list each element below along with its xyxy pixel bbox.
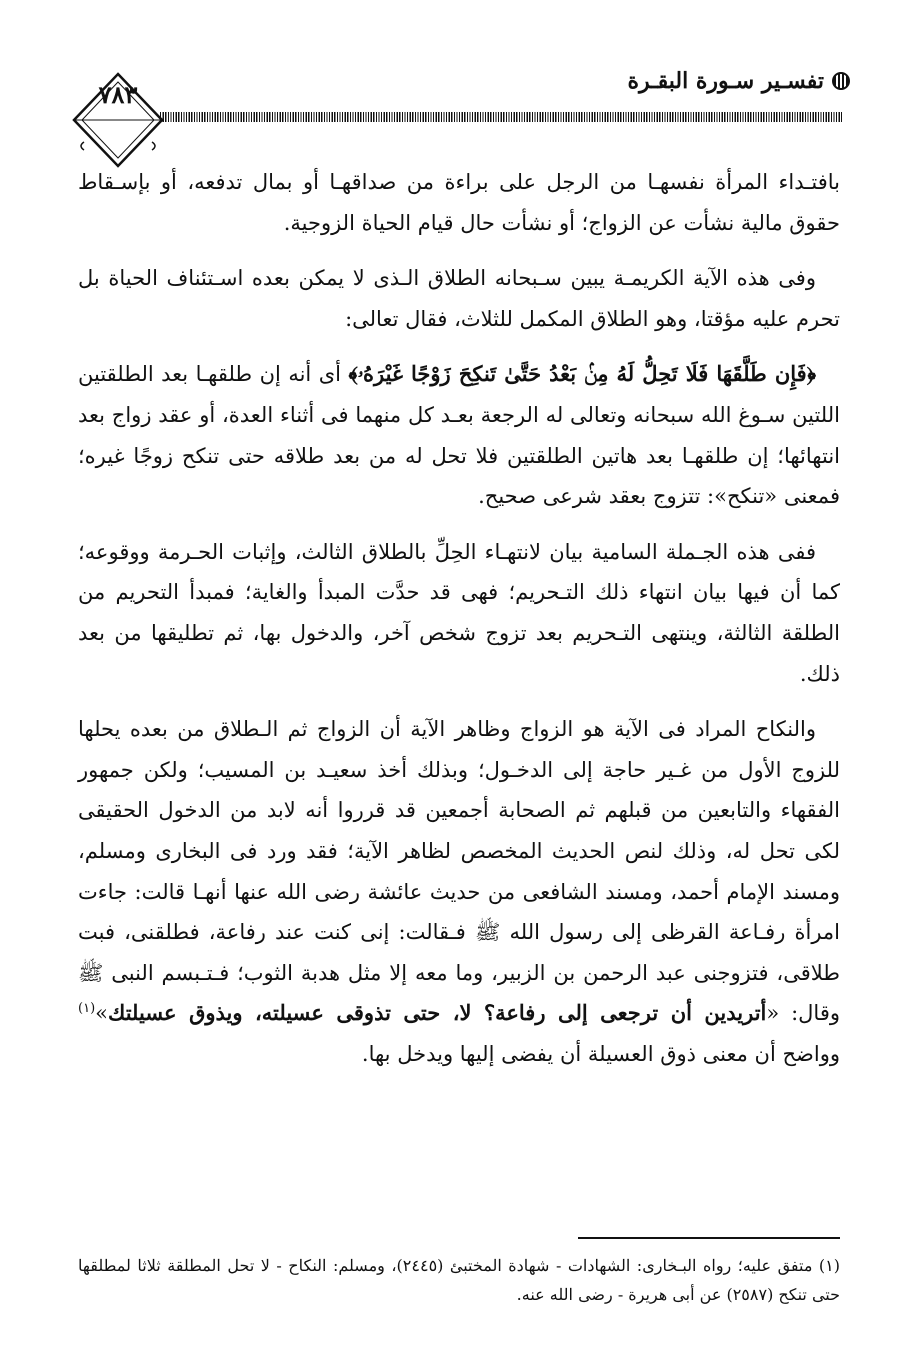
footnotes	[78, 1251, 840, 1309]
quran-verse: ﴿فَإِن طَلَّقَهَا فَلَا تَحِلُّ لَهُ مِنۢ بَعْدُ حَتَّىٰ تَنكِحَ زَوْجًا غَيْرَهُۥ﴾	[348, 361, 817, 387]
hadith-quote: أتريدين أن ترجعى إلى رفاعة؟ لا، حتى تذوقى عسيلته، ويذوق عسيلتك	[108, 1000, 767, 1026]
paragraph-5-text-c: وواضح أن معنى ذوق العسيلة أن يفضى إليها ويدخل بها.	[361, 1041, 840, 1066]
footnote-1: (١) متفق عليه؛ رواه البـخارى: الشهادات - شهادة المختبئ (٢٤٤٥)، ومسلم: النكاح - لا تحل المطلقة ثلاثا لمطلقها حتى تنكح (٢٥٨٧) عن أبى هريرة - رضى الله عنه.	[78, 1256, 841, 1304]
ornament-icon	[832, 72, 850, 90]
footnote-separator	[578, 1237, 840, 1239]
running-title: تفسـير سـورة البقـرة	[627, 68, 824, 94]
paragraph-5-text-a: والنكاح المراد فى الآية هو الزواج وظاهر الآية أن الزواج ثم الـطلاق من بعده يحلها للزوج الأول من غـير حاجة إلى الدخـول؛ وبذلك أخذ سعيـد بن المسيب؛ ولكن جمهور الفقهاء والتابعين من قبلهم ثم الصحابة أجمعين قد قرروا أنه لابد من الدخول الحقيقى لكى تحل له، وذلك لنص الحديث المخصص لظاهر الآية؛ فقد ورد فى البخارى ومسلم، ومسند الإمام أحمد، ومسند الشافعى من حديث عائشة رضى الله عنها أنهـا قالت: جاءت امرأة رفـاعة القرظى إلى رسول الله ﷺ فـقالت: إنى كنت عند رفاعة، فطلقنى، فبت طلاقى، فتزوجنى عبد الرحمن بن الزبير، وما معه إلا مثل هدبة الثوب؛ فـتـبسم النبى ﷺ وقال: «	[78, 717, 840, 1026]
paragraph-5-quote-close: »	[95, 1001, 108, 1026]
page-header	[70, 58, 850, 168]
paragraph-3	[78, 354, 840, 516]
paragraph-1: بافتـداء المرأة نفسهـا من الرجل على براءة من صداقهـا أو بمال تدفعه، أو بإسـقاط حقوق مالية نشأت عن الزواج؛ أو نشأت حال قيام الحياة الزوجية.	[78, 170, 840, 235]
paragraph-2: وفى هذه الآية الكريمـة يبين سـبحانه الطلاق الـذى لا يمكن بعده اسـتئناف الحياة بل تحرم عليه مؤقتا، وهو الطلاق المكمل للثلاث، فقال تعالى:	[78, 266, 840, 331]
main-text	[78, 162, 840, 1089]
footnote-ref: (١)	[78, 1001, 96, 1017]
paragraph-5	[78, 709, 840, 1074]
header-title-group	[627, 68, 850, 94]
header-rule	[160, 112, 842, 122]
page-number: ٧٨٣	[98, 80, 138, 109]
paragraph-4: ففى هذه الجـملة السامية بيان لانتهـاء الحِلِّ بالطلاق الثالث، وإثبات الحـرمة ووقوعه؛ كما أن فيها بيان انتهاء ذلك التـحريم؛ فهى قد حدَّت المبدأ والغاية؛ فمبدأ التحريم من الطلقة الثالثة، وينتهى التـحريم بعد تزوج شخص آخر، والدخول بها، ثم تطليقها من بعد ذلك.	[78, 539, 840, 686]
paragraph-3-text: أى أنه إن طلقهـا بعد الطلقتين اللتين سـوغ الله سبحانه وتعالى له الرجعة بعـد كل منهما فى أثناء العدة، أو عقد زواج بعد انتهائها؛ إن طلقهـا بعد هاتين الطلقتين فلا تحل له من بعد طلاقه حتى تنكح زوجًا غيره؛ فمعنى «تنكح»: تتزوج بعقد شرعى صحيح.	[78, 362, 840, 509]
